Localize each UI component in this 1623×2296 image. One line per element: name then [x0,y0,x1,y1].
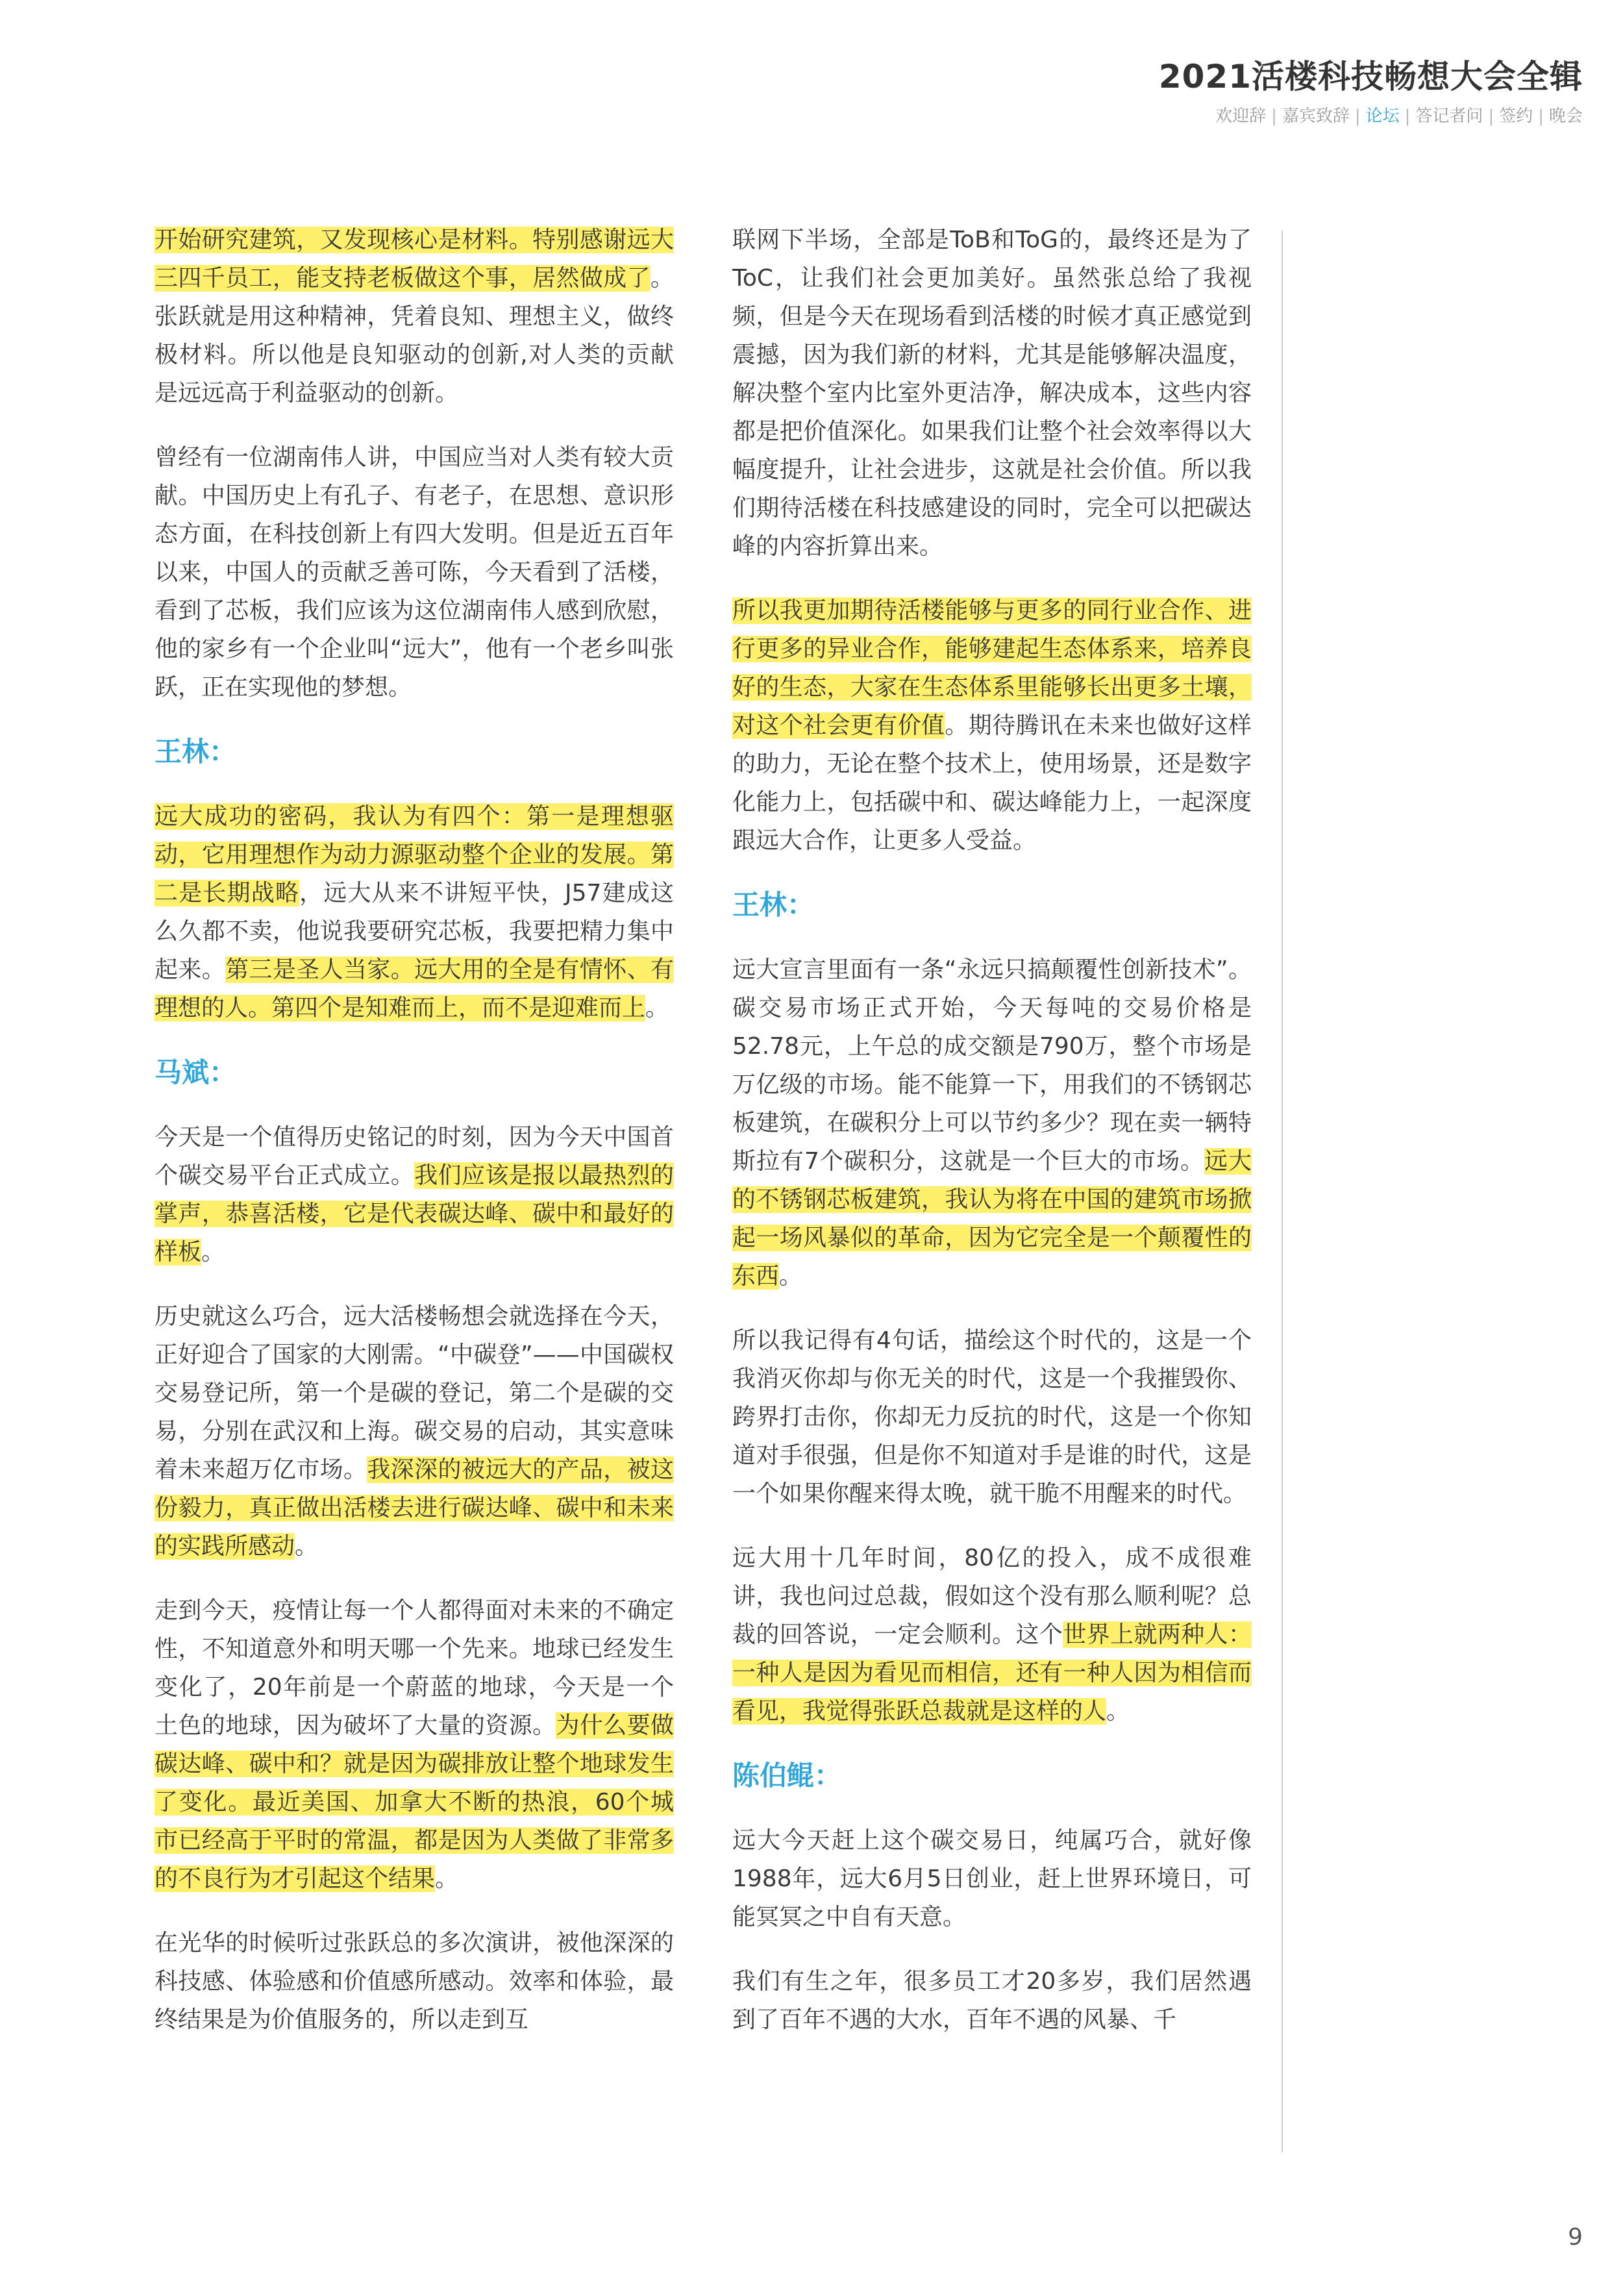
speaker-name: 王林： [155,736,237,767]
highlighted-text: 所以我更加期待活楼能够与更多的同行业合作、进行更多的异业合作，能够建起生态体系来，培养良好的生态，大家在生态体系里能够长出更多土壤，对这个社会更有价值 [732,597,1252,739]
paragraph [155,1924,674,2039]
body-text: 。期待腾讯在未来也做好这样的助力，无论在整个技术上，使用场景，还是数字化能力上，包括碳中和、碳达峰能力上，一起深度跟远大合作，让更多人受益。 [732,712,1252,854]
page-number: 9 [1568,2224,1583,2251]
nav-separator: | [1488,106,1494,126]
nav-separator: | [1404,106,1411,126]
highlighted-text: 我们应该是报以最热烈的掌声，恭喜活楼，它是代表碳达峰、碳中和最好的样板 [155,1162,674,1266]
nav-separator: | [1538,106,1544,126]
nav-item-1[interactable]: 欢迎辞 [1215,106,1267,126]
paragraph [155,1297,674,1566]
body-text: 。 [779,1263,803,1290]
body-text: 我们有生之年，很多员工才20多岁，我们居然遇到了百年不遇的大水，百年不遇的风暴、千 [732,1968,1252,2033]
paragraph [732,1821,1252,1936]
body-text: 联网下半场，全部是ToB和ToG的，最终还是为了ToC，让我们社会更加美好。虽然张总给了我视频，但是今天在现场看到活楼的时候才真正感觉到震撼，因为我们新的材料，尤其是能够解决温度，解决整个室内比室外更洁净，解决成本，这些内容都是把价值深化。如果我们让整个社会效率得以大幅度提升，让社会进步，这就是社会价值。所以我们期待活楼在科技感建设的同时，完全可以把碳达峰的内容折算出来。 [732,227,1252,560]
body-text: 远大今天赶上这个碳交易日，纯属巧合，就好像1988年，远大6月5日创业，赶上世界环境日，可能冥冥之中自有天意。 [732,1827,1252,1930]
body-text: 走到今天，疫情让每一个人都得面对未来的不确定性，不知道意外和明天哪一个先来。地球已经发生变化了，20年前是一个蔚蓝的地球，今天是一个土色的地球，因为破坏了大量的资源。 [155,1597,674,1739]
body-text: 。 [1106,1698,1130,1725]
speaker-name: 王林： [732,889,815,921]
paragraph [155,221,674,412]
nav-separator: | [1354,106,1361,126]
body-text: 。 [295,1533,319,1560]
highlighted-text: 我深深的被远大的产品，被这份毅力，真正做出活楼去进行碳达峰、碳中和未来的实践所感动 [155,1456,674,1560]
body-text: ，远大从来不讲短平快，J57建成这么久都不卖，他说我要研究芯板，我要把精力集中起来。 [155,880,674,983]
nav-item-3[interactable]: 论坛 [1365,106,1400,126]
paragraph [155,797,674,1027]
paragraph [732,951,1252,1295]
body-text: 。张跃就是用这种精神，凭着良知、理想主义，做终极材料。所以他是良知驱动的创新,对人类的贡献是远远高于利益驱动的创新。 [155,265,674,406]
highlighted-text: 远大的不锈钢芯板建筑，我认为将在中国的建筑市场掀起一场风暴似的革命，因为它完全是一个颠覆性的东西 [732,1148,1252,1290]
highlighted-text: 开始研究建筑，又发现核心是材料。特别感谢远大三四千员工，能支持老板做这个事，居然做成了 [155,227,674,292]
highlighted-text: 远大成功的密码，我认为有四个：第一是理想驱动，它用理想作为动力源驱动整个企业的发展。第二是长期战略 [155,803,674,906]
body-text: 远大宣言里面有一条“永远只搞颠覆性创新技术”。碳交易市场正式开始，今天每吨的交易价格是52.78元，上午总的成交额是790万，整个市场是万亿级的市场。能不能算一下，用我们的不锈钢芯板建筑，在碳积分上可以节约多少？现在卖一辆特斯拉有7个碳积分，这就是一个巨大的市场。 [732,956,1252,1175]
document-title: 2021活楼科技畅想大会全辑 [1158,58,1583,95]
column-divider [1282,231,1283,2152]
body-text: 曾经有一位湖南伟人讲，中国应当对人类有较大贡献。中国历史上有孔子、有老子，在思想、意识形态方面，在科技创新上有四大发明。但是近五百年以来，中国人的贡献乏善可陈，今天看到了活楼，看到了芯板，我们应该为这位湖南伟人感到欣慰，他的家乡有一个企业叫“远大”，他有一个老乡叫张跃，正在实现他的梦想。 [155,444,674,701]
section-nav [1215,103,1583,127]
paragraph [732,1321,1252,1513]
speaker-name: 陈伯鲲： [732,1760,842,1791]
body-text: 远大用十几年时间，80亿的投入，成不成很难讲，我也问过总裁，假如这个没有那么顺利呢？总裁的回答说，一定会顺利。这个 [732,1545,1252,1648]
left-column [155,221,674,2065]
nav-item-2[interactable]: 嘉宾致辞 [1282,106,1350,126]
highlighted-text: 世界上就两种人：一种人是因为看见而相信，还有一种人因为相信而看见，我觉得张跃总裁就是这样的人 [732,1621,1252,1725]
body-text: 今天是一个值得历史铭记的时刻，因为今天中国首个碳交易平台正式成立。 [155,1124,674,1189]
body-text: 历史就这么巧合，远大活楼畅想会就选择在今天，正好迎合了国家的大刚需。“中碳登”——中国碳权交易登记所，第一个是碳的登记，第二个是碳的交易，分别在武汉和上海。碳交易的启动，其实意味着未来超万亿市场。 [155,1303,674,1483]
paragraph [155,1118,674,1271]
paragraph [155,438,674,706]
body-text: 在光华的时候听过张跃总的多次演讲，被他深深的科技感、体验感和价值感所感动。效率和体验，最终结果是为价值服务的，所以走到互 [155,1930,674,2033]
paragraph [732,1962,1252,2039]
nav-item-5[interactable]: 签约 [1499,106,1533,126]
nav-separator: | [1271,106,1277,126]
nav-item-4[interactable]: 答记者问 [1415,106,1483,126]
highlighted-text: 第三是圣人当家。远大用的全是有情怀、有理想的人。第四个是知难而上，而不是迎难而上 [155,956,674,1021]
body-text: 。 [645,995,669,1021]
paragraph [732,1539,1252,1730]
paragraph [155,1591,674,1898]
speaker-name: 马斌： [155,1056,237,1088]
body-text: 所以我记得有4句话，描绘这个时代的，这是一个我消灭你却与你无关的时代，这是一个我摧毁你、跨界打击你，你却无力反抗的时代，这是一个你知道对手很强，但是你不知道对手是谁的时代，这是一个如果你醒来得太晚，就干脆不用醒来的时代。 [732,1327,1252,1507]
paragraph [732,221,1252,566]
nav-item-6[interactable]: 晚会 [1548,106,1583,126]
paragraph [732,592,1252,860]
highlighted-text: 为什么要做碳达峰、碳中和？就是因为碳排放让整个地球发生了变化。最近美国、加拿大不断的热浪，60个城市已经高于平时的常温，都是因为人类做了非常多的不良行为才引起这个结果 [155,1712,674,1892]
body-text: 。 [435,1866,459,1892]
body-text: 。 [201,1239,225,1266]
right-column [732,221,1252,2065]
